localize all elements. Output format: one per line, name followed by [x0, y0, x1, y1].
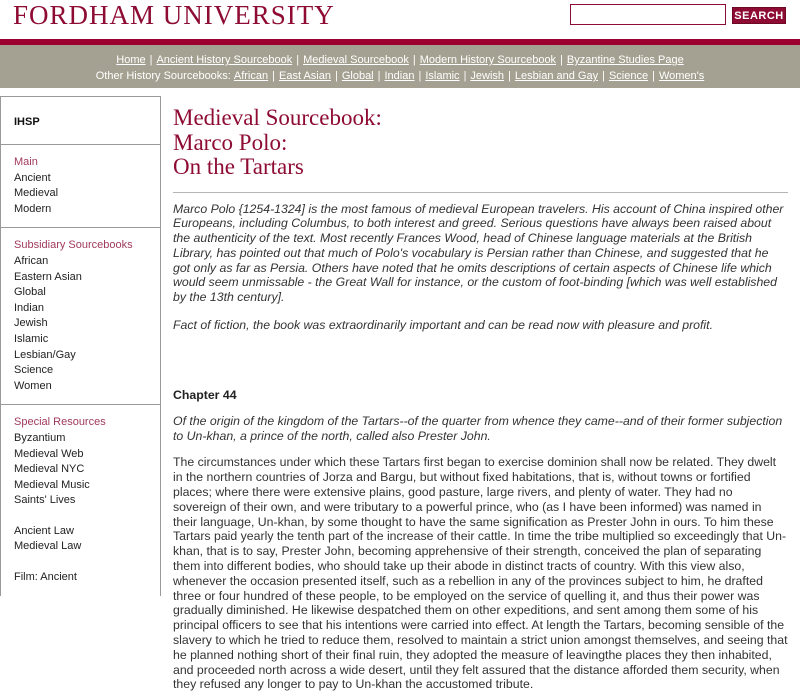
sidebar-item-african[interactable]: African [14, 254, 49, 267]
header [0, 0, 800, 39]
nav-link-african[interactable]: African [233, 70, 269, 82]
sidebar-item-ancient[interactable]: Ancient [14, 171, 51, 184]
chapter-subtitle: Of the origin of the kingdom of the Tartars--of the quarter from whence they came--and of their former subjection to Un-khan, a prince of the north, called also Prester John. [173, 413, 783, 443]
nav-link-womens[interactable]: Women's [658, 70, 705, 82]
sidebar-heading-main: Main [14, 156, 38, 168]
page-title-line-3: On the Tartars [173, 154, 304, 179]
page-title [173, 106, 788, 180]
sidebar-item-indian[interactable]: Indian [14, 301, 44, 314]
sidebar-heading-subsidiary-sourcebooks: Subsidiary Sourcebooks [14, 239, 133, 252]
sidebar-item-global[interactable]: Global [14, 286, 46, 299]
sidebar-item-saints-lives[interactable]: Saints' Lives [14, 494, 76, 507]
sidebar-section-main [1, 145, 160, 228]
sidebar-item-women[interactable]: Women [14, 379, 52, 392]
search-input[interactable] [570, 4, 726, 25]
sidebar-item-eastern-asian[interactable]: Eastern Asian [14, 270, 82, 283]
sidebar-item-lesbian-gay[interactable]: Lesbian/Gay [14, 348, 76, 361]
nav-link-science[interactable]: Science [608, 70, 649, 82]
search-button[interactable]: SEARCH [732, 7, 786, 24]
separator: | [149, 54, 153, 66]
sidebar-spacer [14, 509, 152, 524]
sidebar-item-science[interactable]: Science [14, 364, 54, 377]
nav-row-secondary [0, 69, 800, 83]
nav-link-east-asian[interactable]: East Asian [278, 70, 331, 82]
sidebar-item-medieval-music[interactable]: Medieval Music [14, 478, 90, 491]
nav-link-modern-history-sourcebook[interactable]: Modern History Sourcebook [419, 54, 557, 66]
sidebar-item-medieval-nyc[interactable]: Medieval NYC [14, 463, 85, 476]
sidebar-item-medieval[interactable]: Medieval [14, 187, 59, 200]
separator: | [652, 70, 655, 82]
sidebar-item-ihsp[interactable]: IHSP [14, 116, 40, 128]
page-title-line-1: Medieval Sourcebook: [173, 105, 382, 130]
sidebar-section-subsidiary [1, 228, 160, 405]
nav-link-byzantine-studies-page[interactable]: Byzantine Studies Page [566, 54, 684, 66]
sidebar-item-medieval-web[interactable]: Medieval Web [14, 447, 84, 460]
nav-link-global[interactable]: Global [341, 70, 374, 82]
nav-link-ancient-history-sourcebook[interactable]: Ancient History Sourcebook [156, 54, 293, 66]
sidebar-section-ihsp [1, 97, 160, 145]
sidebar-item-modern[interactable]: Modern [14, 202, 52, 215]
separator: | [463, 70, 467, 82]
title-divider [173, 192, 788, 193]
main-content [161, 96, 800, 692]
separator: | [272, 70, 275, 82]
separator: | [377, 70, 381, 82]
nav-link-lesbian-and-gay[interactable]: Lesbian and Gay [514, 70, 599, 82]
intro-paragraph: Marco Polo {1254-1324] is the most famous of medieval European travelers. His account of China inspired other Europeans, including Columbus, to both interest and greed. Serious questions have always been raised about the authenticity of the text. Most recently Frances Wood, head of Chinese language materials at the British Library, has pointed out that much of Polo's vocabulary is Persian rather than Chinese, and suggested that he got only as far as Persia. Others have noted that he omits descriptions of certain aspects of Chinese life which would seem unmissable - the Great Wall for instance, or the custom of foot-binding [which was well established by the 13th century]. [173, 201, 784, 305]
separator: | [412, 54, 416, 66]
top-navigation [0, 45, 800, 88]
fordham-university-logo: FORDHAM UNIVERSITY [13, 0, 335, 30]
nav-link-jewish[interactable]: Jewish [470, 70, 505, 82]
nav-link-medieval-sourcebook[interactable]: Medieval Sourcebook [303, 54, 409, 66]
nav-link-indian[interactable]: Indian [384, 70, 415, 82]
separator: | [334, 70, 338, 82]
intro-paragraph-2: Fact of fiction, the book was extraordinarily important and can be read now with pleasure and profit. [173, 318, 713, 333]
sidebar-item-islamic[interactable]: Islamic [14, 332, 49, 345]
separator: | [602, 70, 605, 82]
sidebar-section-special-resources [1, 405, 160, 595]
sidebar-item-medieval-law[interactable]: Medieval Law [14, 540, 82, 553]
other-sourcebooks-label: Other History Sourcebooks: [95, 70, 231, 82]
separator: | [418, 70, 422, 82]
sidebar-heading-special-resources: Special Resources [14, 416, 106, 429]
nav-link-home[interactable]: Home [116, 54, 146, 66]
page-title-line-2: Marco Polo: [173, 129, 288, 155]
separator: | [296, 54, 300, 66]
sidebar-item-byzantium[interactable]: Byzantium [14, 431, 66, 444]
chapter-heading: Chapter 44 [173, 387, 237, 402]
sidebar-item-film-ancient[interactable]: Film: Ancient [14, 571, 77, 584]
body-paragraph: The circumstances under which these Tartars first began to exercise dominion shall now be related. They dwelt in the northern countries of Jorza and Bargu, but without fixed habitations, that is, without towns or fortified places; where there were extensive plains, good pasture, large rivers, and plenty of water. They had no sovereign of their own, and were tributary to a powerful prince, who (as I have been informed) was named in their language, Un-khan, by some thought to have the same signification as Prester John in ours. To him these Tartars paid yearly the tenth part of the increase of their cattle. In time the tribe multiplied so exceedingly that Un-khan, that is to say, Prester John, becoming apprehensive of their strength, conceived the plan of separating them into different bodies, who should take up their abode in distinct tracts of country. With this view also, whenever the occasion presented itself, such as a rebellion in any of the provinces subject to him, he drafted three or four hundred of these people, to be employed on the service of quelling it, and thus their power was gradually diminished. He likewise despatched them on other expeditions, and sent among them some of his principal officers to see that his intentions were carried into effect. At length the Tartars, becoming sensible of the slavery to which he tried to reduce them, resolved to maintain a strict union amongst themselves, and seeing that he planned nothing short of their final ruin, they adopted the measure of leavingthe places they then inhabited, and proceeded north across a wide desert, until they felt assured that the distance afforded them security, when they refused any longer to pay to Un-khan the accustomed tribute. [173, 455, 788, 692]
sidebar-item-jewish[interactable]: Jewish [14, 317, 48, 330]
separator: | [508, 70, 511, 82]
sidebar [0, 96, 161, 596]
separator: | [560, 54, 563, 66]
sidebar-item-ancient-law[interactable]: Ancient Law [14, 524, 74, 537]
nav-row-primary [0, 53, 800, 67]
nav-link-islamic[interactable]: Islamic [425, 70, 460, 82]
sidebar-spacer [14, 555, 152, 570]
